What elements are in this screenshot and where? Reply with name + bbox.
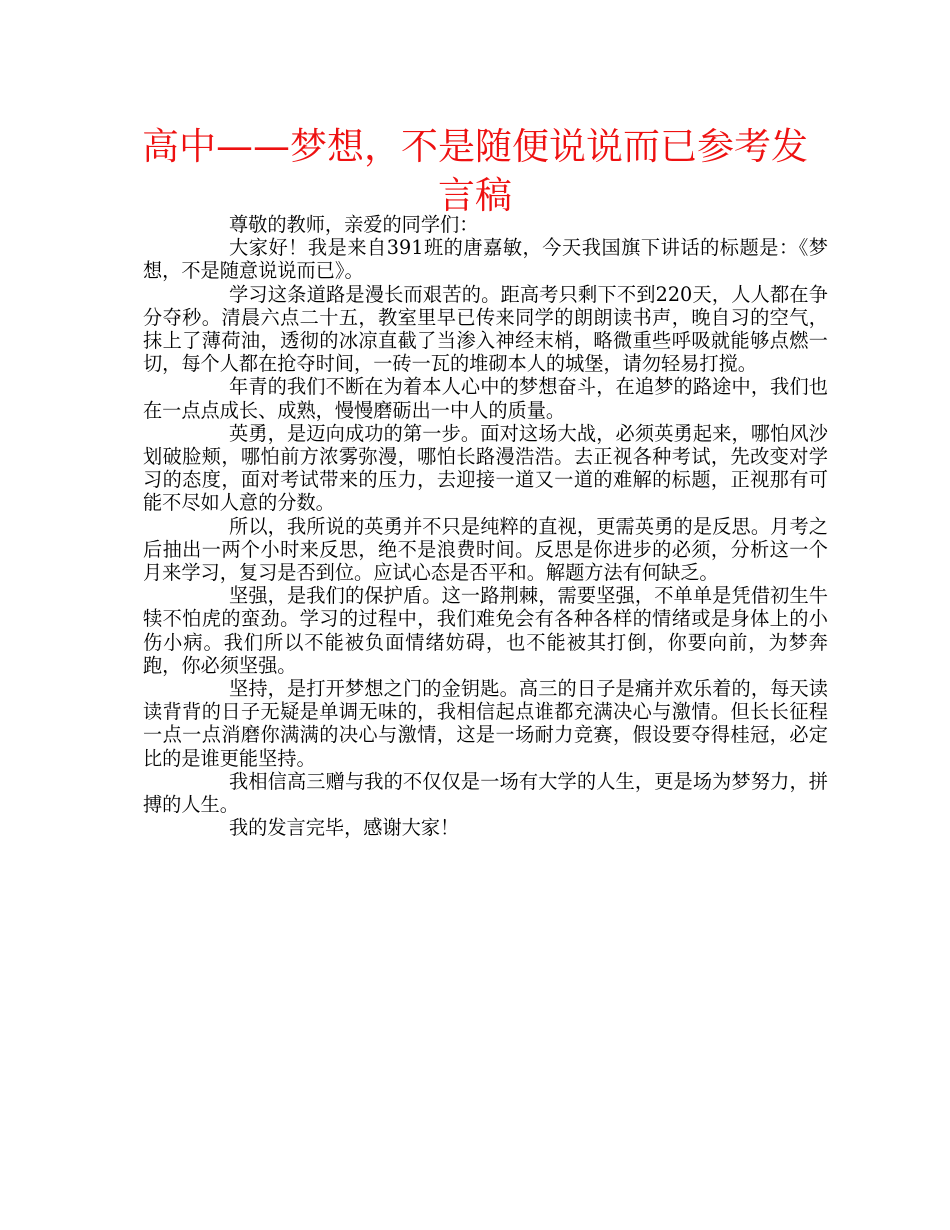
body-paragraph: 所以，我所说的英勇并不只是纯粹的直视，更需英勇的是反思。月考之后抽出一两个小时来反思，绝不是浪费时间。反思是你进步的必须，分析这一个月来学习，复习是否到位。应试心态是否平和。解题方法有何缺乏。	[143, 514, 828, 585]
body-paragraph: 坚强，是我们的保护盾。这一路荆棘，需要坚强，不单单是凭借初生牛犊不怕虎的蛮劲。学习的过程中，我们难免会有各种各样的情绪或是身体上的小伤小病。我们所以不能被负面情绪妨碍，也不能被其打倒，你要向前，为梦奔跑，你必须坚强。	[143, 584, 828, 677]
body-paragraph: 坚持，是打开梦想之门的金钥匙。高三的日子是痛并欢乐着的，每天读读背背的日子无疑是单调无味的，我相信起点谁都充满决心与激情。但长长征程一点一点消磨你满满的决心与激情，这是一场耐力竞赛，假设要夺得桂冠，必定比的是谁更能坚持。	[143, 677, 828, 770]
document-body	[143, 213, 828, 839]
closing-paragraph: 我的发言完毕，感谢大家！	[229, 816, 460, 840]
body-paragraph: 我相信高三赠与我的不仅仅是一场有大学的人生，更是场为梦努力，拼搏的人生。	[143, 769, 828, 817]
body-paragraph: 学习这条道路是漫长而艰苦的。距高考只剩下不到220天，人人都在争分夺秒。清晨六点二十五，教室里早已传来同学的朗朗读书声，晚自习的空气，抹上了薄荷油，透彻的冰凉直截了当渗入神经末梢，略微重些呼吸就能够点燃一切，每个人都在抢夺时间，一砖一瓦的堆砌本人的城堡，请勿轻易打搅。	[143, 282, 828, 376]
document-title: 高中——梦想，不是随便说说而已参考发言稿	[142, 125, 808, 217]
body-paragraph: 英勇，是迈向成功的第一步。面对这场大战，必须英勇起来，哪怕风沙划破脸颊，哪怕前方浓雾弥漫，哪怕长路漫浩浩。去正视各种考试，先改变对学习的态度，面对考试带来的压力，去迎接一道又一道的难解的标题，正视那有可能不尽如人意的分数。	[143, 421, 828, 515]
body-paragraph: 大家好！我是来自391班的唐嘉敏，今天我国旗下讲话的标题是：《梦想，不是随意说说而已》。	[143, 236, 828, 283]
salutation-paragraph: 尊敬的教师，亲爱的同学们：	[229, 213, 479, 236]
body-paragraph: 年青的我们不断在为着本人心中的梦想奋斗，在追梦的路途中，我们也在一点点成长、成熟，慢慢磨砺出一中人的质量。	[143, 375, 828, 422]
